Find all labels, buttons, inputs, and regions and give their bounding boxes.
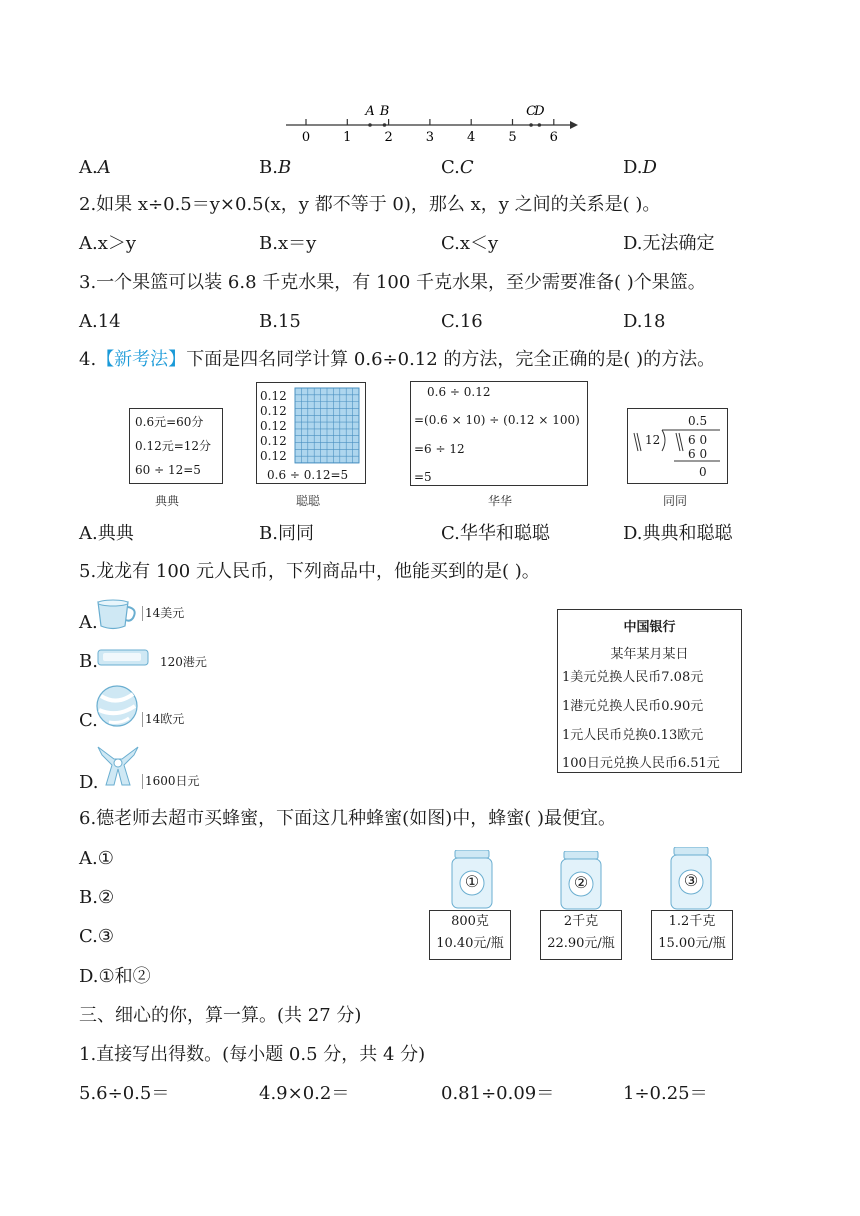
cong-method-box: 0.12 0.12 0.12 0.12 0.12 0.6 ÷ 0.12=5: [256, 382, 366, 484]
tick-label-2: 2: [384, 130, 393, 145]
q6-option-d: D.①和②: [79, 966, 151, 987]
rate-usd: 1美元兑换人民币7.08元: [562, 670, 704, 685]
price-a: 14美元: [142, 606, 184, 621]
bank-title: 中国银行: [623, 620, 676, 635]
q6-option-a: A.①: [79, 848, 114, 869]
q2-stem: 2.如果 x÷0.5＝y×0.5(x，y 都不等于 0)，那么 x，y 之间的关系是( )。: [79, 194, 661, 215]
q5-option-a-letter: A.: [79, 612, 98, 633]
honey-jar-2: ②: [559, 851, 603, 911]
q5-stem: 5.龙龙有 100 元人民币，下列商品中，他能买到的是( )。: [79, 561, 540, 582]
caption-hua: 华华: [488, 494, 513, 508]
q5-option-b-letter: B.: [79, 651, 98, 672]
q3-option-d: D.18: [623, 311, 666, 332]
number-line: [280, 98, 580, 148]
calc-4: 1÷0.25＝: [623, 1083, 708, 1104]
q2-option-c: C.x＜y: [441, 233, 499, 254]
price-b: 120港元: [160, 655, 207, 669]
point-label-C: C: [526, 104, 537, 119]
calc-3: 0.81÷0.09＝: [441, 1083, 555, 1104]
q3-option-b: B.15: [259, 311, 301, 332]
q1-option-d: D.D: [623, 157, 657, 178]
q5-option-d-letter: D.: [79, 772, 99, 793]
rate-hkd: 1港元兑换人民币0.90元: [562, 699, 704, 714]
rate-jpy: 100日元兑换人民币6.51元: [562, 756, 720, 771]
point-label-B: B: [379, 104, 390, 119]
q2-option-d: D.无法确定: [623, 233, 715, 254]
hundred-grid: [293, 386, 361, 466]
calc-1: 5.6÷0.5＝: [79, 1083, 170, 1104]
q3-option-a: A.14: [79, 311, 121, 332]
q4-option-b: B.同同: [259, 523, 314, 544]
tick-label-3: 3: [425, 130, 435, 145]
tick-label-1: 1: [343, 130, 352, 145]
caption-dian: 典典: [155, 494, 180, 508]
point-C: [529, 123, 533, 127]
bank-date: 某年某月某日: [610, 647, 689, 662]
q1-option-c: C.C: [441, 157, 474, 178]
point-A: [368, 123, 372, 127]
q4-stem: 4.【新考法】下面是四名同学计算 0.6÷0.12 的方法，完全正确的是( )的方法。: [79, 349, 716, 370]
tick-label-5: 5: [508, 130, 517, 145]
q3-stem: 3.一个果篮可以装 6.8 千克水果，有 100 千克水果，至少需要准备( )个果篮。: [79, 272, 706, 293]
q1-option-a: A.A: [79, 157, 111, 178]
scarf-icon: [94, 741, 142, 789]
section-3-title: 三、细心的你，算一算。(共 27 分): [79, 1005, 362, 1026]
honey-jar-3: ③: [669, 847, 713, 911]
tong-method-box: 0.5 12 6 0 6 0 0: [627, 408, 728, 484]
q1-option-b: B.B: [259, 157, 292, 178]
calc-2: 4.9×0.2＝: [259, 1083, 350, 1104]
eraser-icon: [97, 648, 149, 668]
price-c: 14欧元: [142, 712, 184, 727]
cup-icon: [95, 598, 141, 632]
rate-eur: 1元人民币兑换0.13欧元: [562, 728, 704, 743]
new-method-tag: 【新考法】: [96, 349, 187, 370]
point-label-A: A: [365, 104, 375, 119]
q2-option-b: B.x＝y: [259, 233, 317, 254]
point-label-D: D: [534, 104, 545, 119]
caption-cong: 聪聪: [296, 494, 321, 508]
ball-icon: [95, 684, 139, 728]
jar-1-tag: 800克 10.40元/瓶: [429, 910, 511, 960]
q4-option-d: D.典典和聪聪: [623, 523, 733, 544]
caption-tong: 同同: [663, 494, 688, 508]
q4-option-c: C.华华和聪聪: [441, 523, 550, 544]
division-bracket: [628, 409, 728, 483]
bank-exchange-board: [557, 609, 742, 773]
tick-label-0: 0: [301, 130, 311, 145]
q4-option-a: A.典典: [79, 523, 134, 544]
q6-option-c: C.③: [79, 926, 114, 947]
hua-method-box: 0.6 ÷ 0.12 =(0.6 × 10) ÷ (0.12 × 100) =6 ÷ 12 =5: [410, 381, 588, 486]
q2-option-a: A.x＞y: [79, 233, 137, 254]
tick-label-6: 6: [549, 130, 558, 145]
q6-stem: 6.德老师去超市买蜂蜜，下面这几种蜂蜜(如图)中，蜂蜜( )最便宜。: [79, 808, 616, 829]
point-D: [538, 123, 542, 127]
q5-option-c-letter: C.: [79, 710, 98, 731]
q6-option-b: B.②: [79, 887, 115, 908]
q3-option-c: C.16: [441, 311, 483, 332]
point-B: [383, 123, 387, 127]
dian-method-box: 0.6元=60分 0.12元=12分 60 ÷ 12=5: [129, 408, 223, 484]
jar-3-tag: 1.2千克 15.00元/瓶: [651, 910, 733, 960]
price-d: 1600日元: [142, 774, 200, 789]
tick-label-4: 4: [467, 130, 476, 145]
jar-2-tag: 2千克 22.90元/瓶: [540, 910, 622, 960]
q3-1-stem: 1.直接写出得数。(每小题 0.5 分，共 4 分): [79, 1044, 426, 1065]
honey-jar-1: ①: [450, 850, 494, 910]
